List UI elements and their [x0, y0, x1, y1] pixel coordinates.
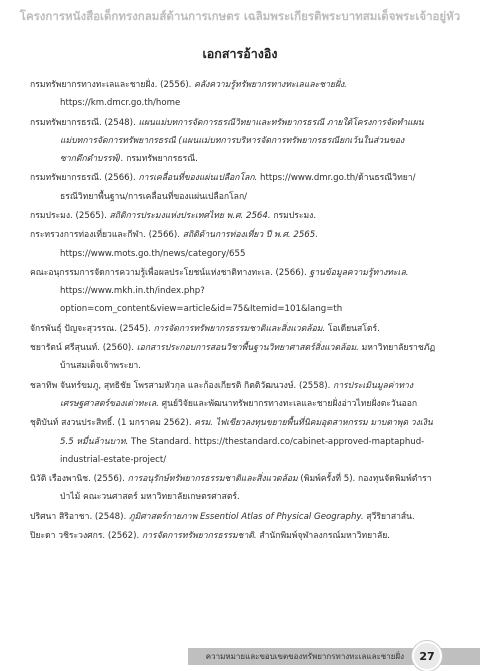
- reference-author-year: จักรพันธุ์ ปัญจะสุวรรณ. (2545).: [30, 323, 154, 334]
- reference-source: https://km.dmcr.go.th/home: [60, 98, 181, 109]
- reference-author-year: กรมทรัพยากรธรณี. (2566).: [30, 173, 139, 184]
- page-title: เอกสารอ้างอิง: [202, 46, 278, 61]
- reference-source: https://www.dmr.go.th/ด้านธรณีวิทยา/ธรณีวิทยาพื้นฐาน/การเคลื่อนที่ของแผ่นเปลือกโลก/: [60, 173, 416, 202]
- reference-item: [30, 508, 440, 526]
- page-number: 27: [412, 641, 442, 671]
- reference-source: ศูนย์วิจัยและพัฒนาทรัพยากรทางทะเลและชายฝั่งอ่าวไทยฝั่งตะวันออก: [158, 398, 418, 409]
- reference-title: การเคลื่อนที่ของแผ่นเปลือกโลก.: [138, 173, 258, 184]
- reference-title: การอนุรักษ์ทรัพยากรธรรมชาติและสิ่งแวดล้อม: [127, 474, 298, 485]
- footer-book-title: ความหมายและขอบเขตของทรัพยากรทางทะเลและชายฝั่ง: [205, 652, 404, 661]
- reference-author-year: ชยารัตน์ ศรีสุนนท์. (2560).: [30, 343, 137, 354]
- reference-title: เอกสารประกอบการสอนวิชาพื้นฐานวิทยาศาสตร์สิ่งแวดล้อม.: [136, 343, 359, 354]
- reference-item: [30, 264, 440, 319]
- reference-item: [30, 76, 440, 112]
- reference-title: การจัดการทรัพยากรธรรมชาติและสิ่งแวดล้อม.: [153, 323, 326, 334]
- reference-item: [30, 226, 440, 262]
- reference-item: [30, 339, 440, 375]
- reference-author-year: ปริศนา สิริอาชา. (2548).: [30, 511, 129, 522]
- reference-author-year: กรมทรัพยากรทางทะเลและชายฝั่ง. (2556).: [30, 80, 195, 90]
- reference-author-year: คณะอนุกรรมการจัดการความรู้เพื่อผลประโยชน์แห่งชาติทางทะเล. (2566).: [30, 267, 310, 278]
- reference-title: แผนแม่บทการจัดการธรณีวิทยาและทรัพยากรธรณี ภายใต้โครงการจัดทำแผนแม่บทการจัดการทรัพยากรธรณี (แผนแม่บทการบริหารจัดการทรัพยากรธรณียกเว้นในส่วนของซากดึกดำบรรพ์).: [60, 117, 424, 164]
- reference-title: ครม. ไฟเขียวลงทุนขยายพื้นที่นิคมอุตสาหกรรม มาบตาพุด วงเงิน 5.5 หมื่นล้านบาท.: [60, 418, 433, 447]
- reference-title: สถิติการประมงแห่งประเทศไทย พ.ศ. 2564.: [109, 210, 271, 221]
- reference-item: [30, 169, 440, 205]
- reference-item: [30, 470, 440, 506]
- reference-title: คลังความรู้ทรัพยากรทางทะเลและชายฝั่ง.: [194, 80, 347, 90]
- reference-title: สถิติด้านการท่องเที่ยว ปี พ.ศ. 2565.: [182, 230, 318, 241]
- reference-source: สำนักพิมพ์จุฬาลงกรณ์มหาวิทยาลัย.: [256, 531, 390, 542]
- reference-item: [30, 377, 440, 413]
- reference-author-year: ชลาทิพ จันทร์ขมภู, สุทธิชัย โพรสามหัวกุล และก้องเกียรติ กิตติวัฒนวงษ์. (2558).: [30, 380, 334, 391]
- reference-item: [30, 114, 440, 169]
- reference-author-year: กระทรวงการท่องเที่ยวและกีฬา. (2566).: [30, 230, 183, 241]
- reference-title: ภูมิศาสตร์กายภาพ Essentiol Atlas of Physical Geography.: [128, 511, 364, 522]
- reference-source: กรมทรัพยากรธรณี.: [123, 154, 198, 164]
- reference-source: https://www.mots.go.th/news/category/655: [60, 248, 246, 259]
- reference-author-year: ปิยะดา วชิระวงศกร. (2562).: [30, 531, 142, 542]
- reference-source: (พิมพ์ครั้งที่ 5). กองทุนจัดพิมพ์ตำราป่าไม้ คณะวนศาสตร์ มหาวิทยาลัยเกษตรศาสตร์.: [60, 474, 432, 503]
- reference-source: https://www.mkh.in.th/index.php?option=com_content&view=article&id=75&Itemid=101&lang=th: [60, 286, 343, 315]
- reference-source: The Standard. https://thestandard.co/cabinet-approved-maptaphud-industrial-estate-project/: [60, 436, 425, 465]
- reference-item: [30, 207, 440, 225]
- reference-item: [30, 527, 440, 545]
- reference-title: การประเมินมูลค่าทางเศรษฐศาสตร์ของเต่าทะเล.: [60, 380, 414, 409]
- reference-author-year: กรมทรัพยากรธรณี. (2548).: [30, 117, 139, 128]
- reference-item: [30, 320, 440, 338]
- reference-item: [30, 414, 440, 469]
- reference-author-year: กรมประมง. (2565).: [30, 210, 110, 221]
- reference-author-year: นิวัติ เรืองพานิช. (2556).: [30, 474, 128, 485]
- reference-source: มหาวิทยาลัยราชภัฏบ้านสมเด็จเจ้าพระยา.: [60, 343, 436, 372]
- page-footer: [0, 641, 480, 671]
- reference-list: [30, 76, 440, 547]
- reference-source: โอเดียนสโตร์.: [325, 323, 380, 334]
- running-header: โครงการหนังสือเด็กทรงกลมส์ด้านการเกษตร เฉลิมพระเกียรติพระบาทสมเด็จพระเจ้าอยู่หัว: [19, 9, 461, 23]
- reference-title: การจัดการทรัพยากรธรรมชาติ.: [141, 531, 257, 542]
- reference-title: ฐานข้อมูลความรู้ทางทะเล.: [309, 267, 409, 278]
- reference-author-year: ชุติบันท์ สงวนประสิทธิ์. (1 มกราคม 2562).: [30, 418, 195, 429]
- reference-source: กรมประมง.: [270, 210, 317, 221]
- reference-source: สุวีริยาสาส์น.: [363, 511, 415, 522]
